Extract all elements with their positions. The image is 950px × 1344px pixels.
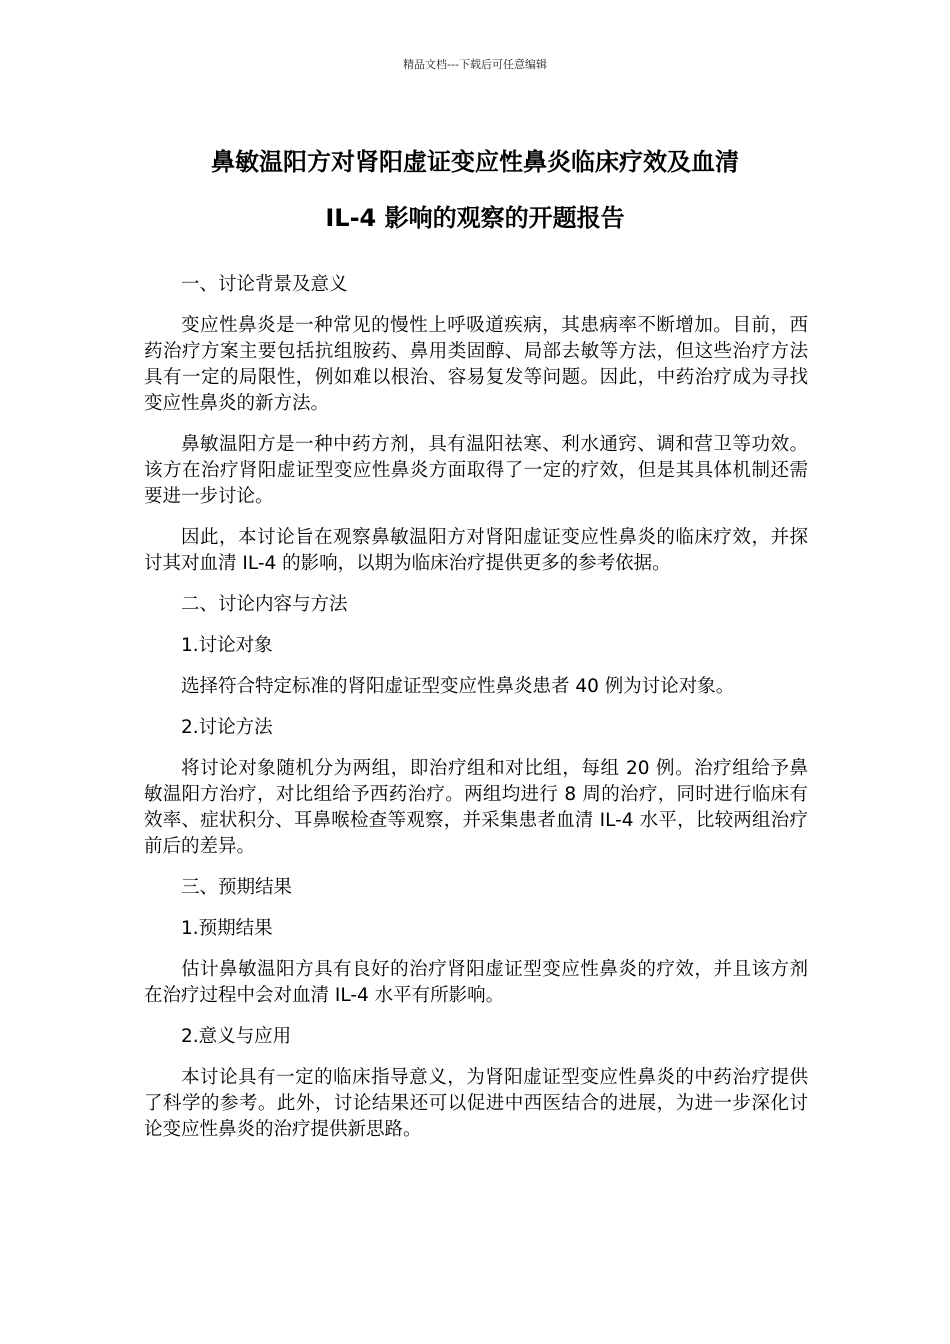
subheading-subjects: 1.讨论对象 bbox=[181, 635, 273, 656]
paragraph-significance: 本讨论具有一定的临床指导意义，为肾阳虚证型变应性鼻炎的中药治疗提供了科学的参考。此外，讨论结果还可以促进中西医结合的进展，为进一步深化讨论变应性鼻炎的治疗提供新思路。 bbox=[144, 1067, 808, 1140]
paragraph-expected-results: 估计鼻敏温阳方具有良好的治疗肾阳虚证型变应性鼻炎的疗效，并且该方剂在治疗过程中会对血清 IL-4 水平有所影响。 bbox=[144, 959, 808, 1006]
paragraph-background-2: 鼻敏温阳方是一种中药方剂，具有温阳祛寒、利水通窍、调和营卫等功效。该方在治疗肾阳虚证型变应性鼻炎方面取得了一定的疗效，但是其具体机制还需要进一步讨论。 bbox=[144, 434, 808, 507]
document-body bbox=[144, 272, 808, 1158]
paragraph-background-3: 因此，本讨论旨在观察鼻敏温阳方对肾阳虚证变应性鼻炎的临床疗效，并探讨其对血清 IL-4 的影响，以期为临床治疗提供更多的参考依据。 bbox=[144, 527, 808, 574]
title-line-2: IL-4 影响的观察的开题报告 bbox=[325, 204, 625, 232]
paragraph-background-1: 变应性鼻炎是一种常见的慢性上呼吸道疾病，其患病率不断增加。目前，西药治疗方案主要包括抗组胺药、鼻用类固醇、局部去敏等方法，但这些治疗方法具有一定的局限性，例如难以根治、容易复发等问题。因此，中药治疗成为寻找变应性鼻炎的新方法。 bbox=[144, 315, 808, 414]
header-note: 精品文档---下载后可任意编辑 bbox=[403, 58, 547, 71]
document-title bbox=[120, 134, 830, 246]
subheading-significance: 2.意义与应用 bbox=[181, 1026, 292, 1047]
section-heading-background: 一、讨论背景及意义 bbox=[181, 274, 348, 295]
title-line-1: 鼻敏温阳方对肾阳虚证变应性鼻炎临床疗效及血清 bbox=[211, 148, 739, 176]
section-heading-content-methods: 二、讨论内容与方法 bbox=[181, 594, 348, 615]
section-heading-expected-results: 三、预期结果 bbox=[181, 877, 293, 898]
subheading-methods: 2.讨论方法 bbox=[181, 717, 273, 738]
paragraph-subjects: 选择符合特定标准的肾阳虚证型变应性鼻炎患者 40 例为讨论对象。 bbox=[181, 676, 735, 697]
paragraph-methods: 将讨论对象随机分为两组，即治疗组和对比组，每组 20 例。治疗组给予鼻敏温阳方治疗，对比组给予西药治疗。两组均进行 8 周的治疗，同时进行临床有效率、症状积分、耳鼻喉检查等观察，并采集患者血清 IL-4 水平，比较两组治疗前后的差异。 bbox=[144, 758, 808, 857]
subheading-expected-results: 1.预期结果 bbox=[181, 918, 273, 939]
